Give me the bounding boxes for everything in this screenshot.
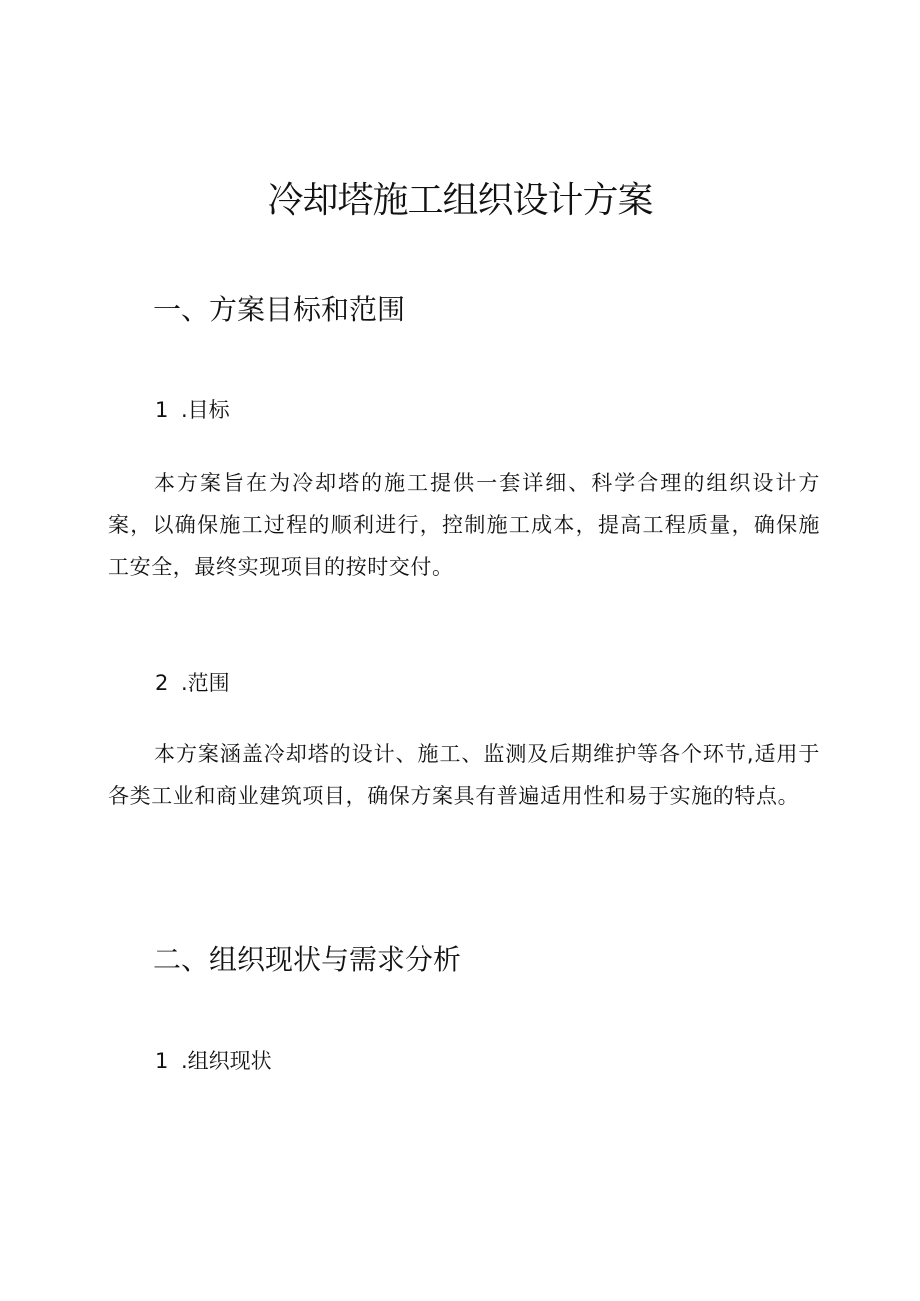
subsection-number: 1 [155,1049,169,1073]
document-title: 冷却塔施工组织设计方案 [267,180,653,221]
subsection-number: 1 [155,398,169,422]
subsection-heading-status [155,1046,272,1076]
subsection-number: 2 [155,671,169,695]
subsection-label: .目标 [181,398,230,422]
subsection-label: .范围 [181,671,230,695]
subsection-heading-scope [155,668,230,698]
subsection-label: .组织现状 [181,1049,272,1073]
section-heading-2: 二、组织现状与需求分析 [153,943,462,976]
subsection-heading-goal [155,395,230,425]
paragraph-goal: 本方案旨在为冷却塔的施工提供一套详细、科学合理的组织设计方案，以确保施工过程的顺利进行，控制施工成本，提高工程质量，确保施工安全，最终实现项目的按时交付。 [108,471,820,579]
section-heading-1: 一、方案目标和范围 [153,293,406,326]
paragraph-scope: 本方案涵盖冷却塔的设计、施工、监测及后期维护等各个环节,适用于各类工业和商业建筑项目，确保方案具有普遍适用性和易于实施的特点。 [108,742,820,808]
